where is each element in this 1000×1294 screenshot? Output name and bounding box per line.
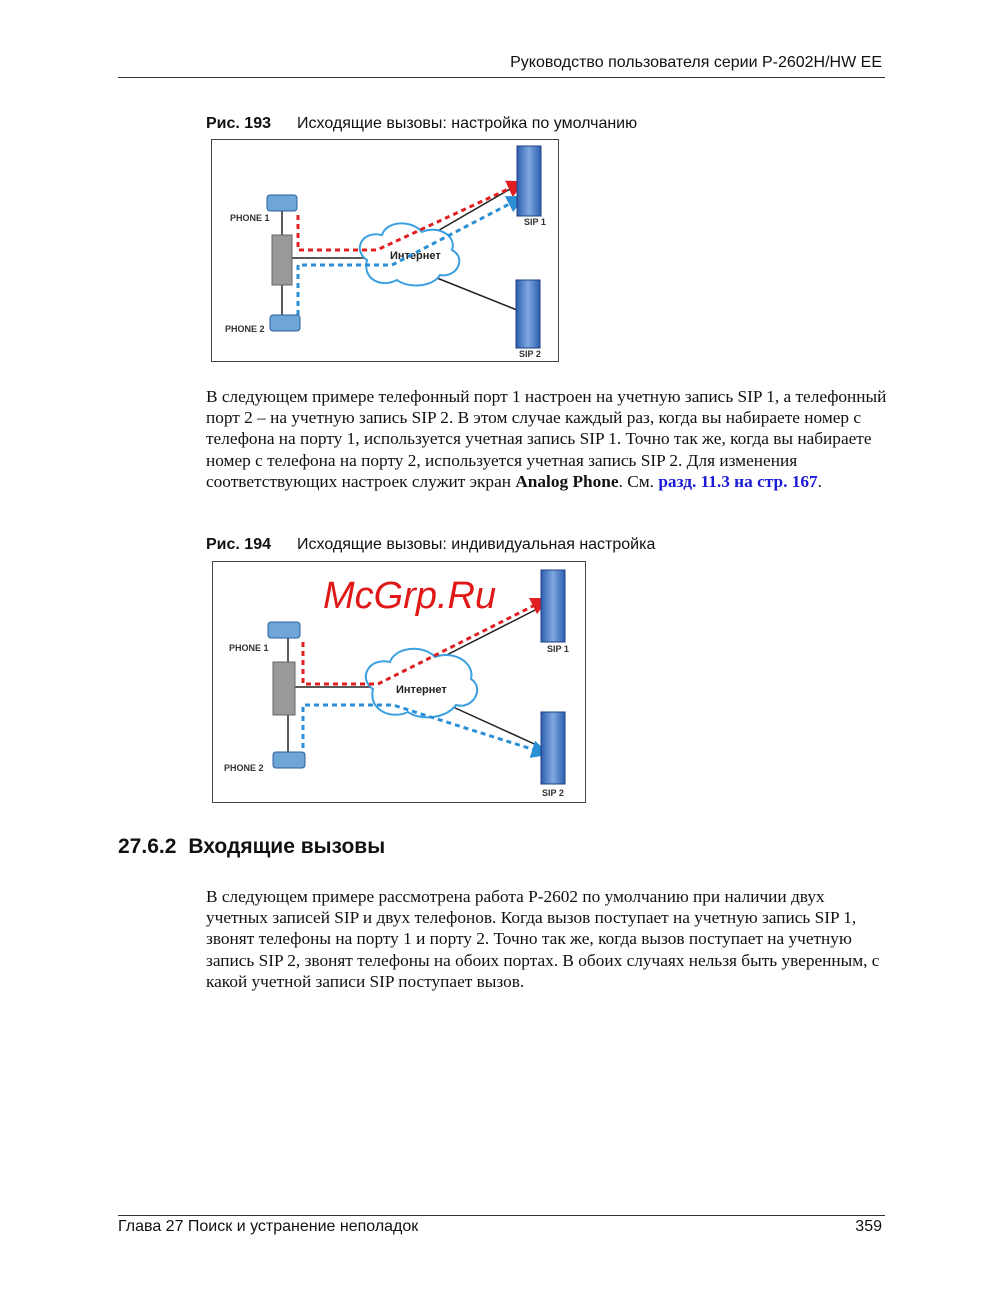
phone-2-icon [270, 315, 300, 331]
phone-1-icon [268, 622, 300, 638]
phone-1-label: PHONE 1 [229, 643, 269, 653]
sip-1-server-icon [517, 146, 541, 216]
figure-193-diagram [211, 139, 559, 362]
sip-2-server-icon [541, 712, 565, 784]
sip-1-label: SIP 1 [524, 217, 546, 227]
phone-2-label: PHONE 2 [224, 763, 264, 773]
figure-number: Рис. 194 [206, 536, 271, 553]
figure-title: Исходящие вызовы: индивидуальная настройка [297, 536, 656, 553]
sip-2-label: SIP 2 [542, 788, 564, 798]
section-link[interactable]: разд. 11.3 на стр. 167 [658, 471, 818, 491]
screen-name: Analog Phone [515, 471, 619, 491]
paragraph-outgoing [206, 386, 888, 492]
internet-label: Интернет [396, 684, 447, 696]
footer-chapter: Глава 27 Поиск и устранение неполадок [118, 1218, 419, 1235]
sip-1-server-icon [541, 570, 565, 642]
paragraph-end: . [817, 471, 822, 491]
router-icon [273, 662, 295, 715]
paragraph-text-see: . См. [618, 471, 659, 491]
phone-2-icon [273, 752, 305, 768]
phone-2-label: PHONE 2 [225, 324, 265, 334]
sip-2-server-icon [516, 280, 540, 348]
phone-1-label: PHONE 1 [230, 213, 270, 223]
figure-193-caption [206, 115, 637, 133]
section-title: Входящие вызовы [188, 835, 386, 858]
internet-label: Интернет [390, 250, 441, 262]
paragraph-text: В следующем примере телефонный порт 1 настроен на учетную запись SIP 1, а телефонный порт 2 – на учетную запись SIP 2. В этом случае каждый раз, когда вы набираете номер с телефона на порту 1, используется учетная запись SIP 1. Точно так же, когда вы набираете номер с телефона на порту 2, используется учетная запись SIP 2. Для изменения соответствующих настроек служит экран [206, 387, 887, 491]
footer-rule [118, 1215, 885, 1216]
paragraph-incoming: В следующем примере рассмотрена работа P-2602 по умолчанию при наличии двух учетных записей SIP и двух телефонов. Когда вызов поступает на учетную запись SIP 1, звонят телефоны на порту 1 и порту 2. Точно так же, когда вызов поступает на учетную запись SIP 2, звонят телефоны на обоих портах. В обоих случаях нельзя быть уверенным, с какой учетной записи SIP поступает вызов. [206, 887, 880, 991]
section-heading [118, 835, 397, 859]
page-number: 359 [855, 1218, 882, 1235]
router-icon [272, 235, 292, 285]
figure-194-caption [206, 536, 655, 554]
figure-194-diagram [212, 561, 586, 803]
sip-1-label: SIP 1 [547, 644, 569, 654]
figure-number: Рис. 193 [206, 115, 271, 132]
phone-1-icon [267, 195, 297, 211]
section-number: 27.6.2 [118, 835, 177, 858]
sip-2-label: SIP 2 [519, 349, 541, 359]
running-header: Руководство пользователя серии P-2602H/HW EE [510, 54, 882, 71]
figure-title: Исходящие вызовы: настройка по умолчанию [297, 115, 638, 132]
watermark: McGrp.Ru [323, 575, 497, 617]
header-rule [118, 77, 885, 78]
